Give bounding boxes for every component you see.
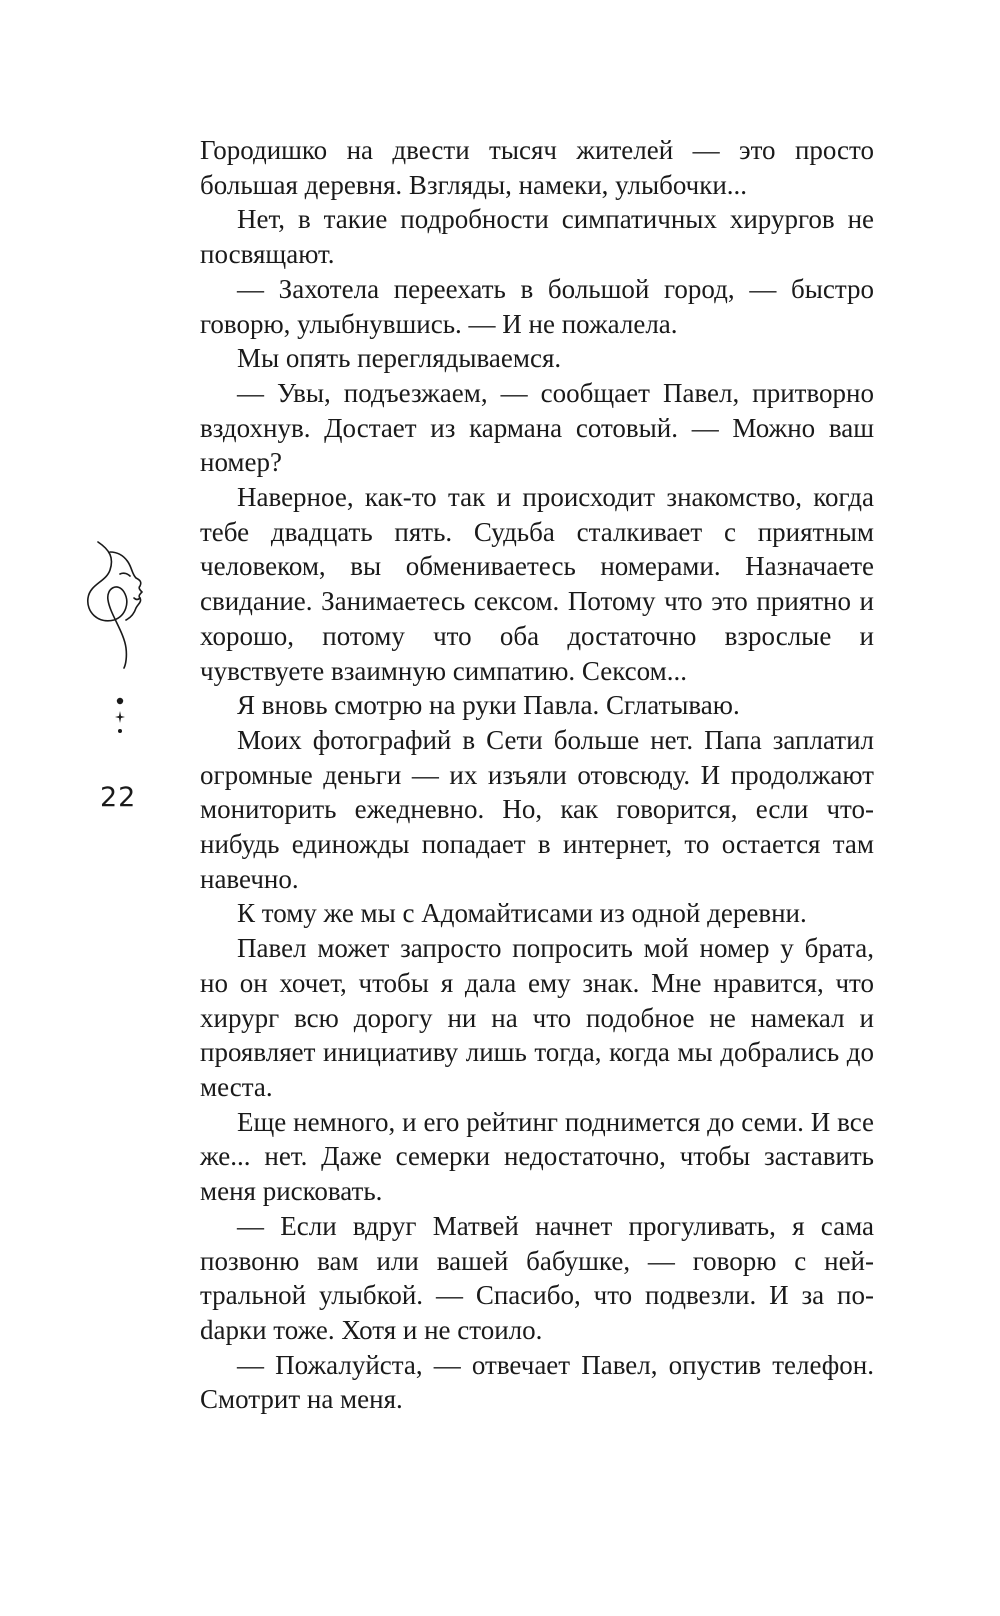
paragraph: — Увы, подъезжаем, — сообщает Павел, притворно вздохнув. Достает из кармана сотовый. — Можно ваш номер? xyxy=(200,377,874,478)
paragraph: Я вновь смотрю на руки Павла. Сглатываю. xyxy=(237,690,740,721)
paragraph: К тому же мы с Адомайтисами из одной деревни. xyxy=(237,898,807,929)
paragraph: Нет, в такие подробности симпатичных хирургов не посвящают. xyxy=(200,204,874,270)
paragraph: — Пожалуйста, — отвечает Павел, опустив телефон. Смотрит на меня. xyxy=(200,1349,874,1415)
paragraph: Моих фотографий в Сети больше нет. Папа заплатил огромные деньги — их изъяли отовсюду. И продолжают мониторить ежедневно. Но, как говорится, если что-нибудь единожды попадает в интернет, то остается там навечно. xyxy=(200,724,874,894)
paragraph: — Захотела переехать в большой город, — быстро говорю, улыбнувшись. — И не пожалела. xyxy=(200,273,874,339)
dots-star-divider-icon xyxy=(110,697,130,737)
paragraph: — Если вдруг Матвей начнет прогуливать, я сама позвоню вам или вашей бабушке, — говорю с нейтральной улыбкой. — Спасибо, что подвезли. И за поdарки тоже. Хотя и не стоило. xyxy=(200,1210,874,1345)
paragraph: Павел может запросто попросить мой номер у брата, но он хочет, чтобы я дала ему знак. Мне нравится, что хирург всю дорогу ни на что подобное не намекал и проявляет инициативу лишь тогда, когда мы добрались до места. xyxy=(200,933,874,1102)
paragraph: Еще немного, и его рейтинг поднимется до семи. И все же... нет. Даже семерки недостаточно, чтобы заставить меня рисковать. xyxy=(200,1106,874,1207)
paragraph: Городишко на двести тысяч жителей — это просто большая деревня. Взгляды, намеки, улыбочки... xyxy=(200,135,874,200)
line-art-face-icon xyxy=(80,540,170,670)
body-text xyxy=(200,133,874,1417)
page-number: 22 xyxy=(100,782,137,813)
paragraph: Мы опять переглядываемся. xyxy=(237,343,562,374)
paragraph: Наверное, как-то так и происходит знакомство, когда тебе двадцать пять. Судьба сталкивает с приятным человеком, вы обмениваетесь номерами. Назначаете свидание. Занимаетесь сексом. Потому что это приятно и хорошо, потому что оба достаточно взрослые и чувствуете взаимную симпатию. Сексом... xyxy=(200,482,874,686)
